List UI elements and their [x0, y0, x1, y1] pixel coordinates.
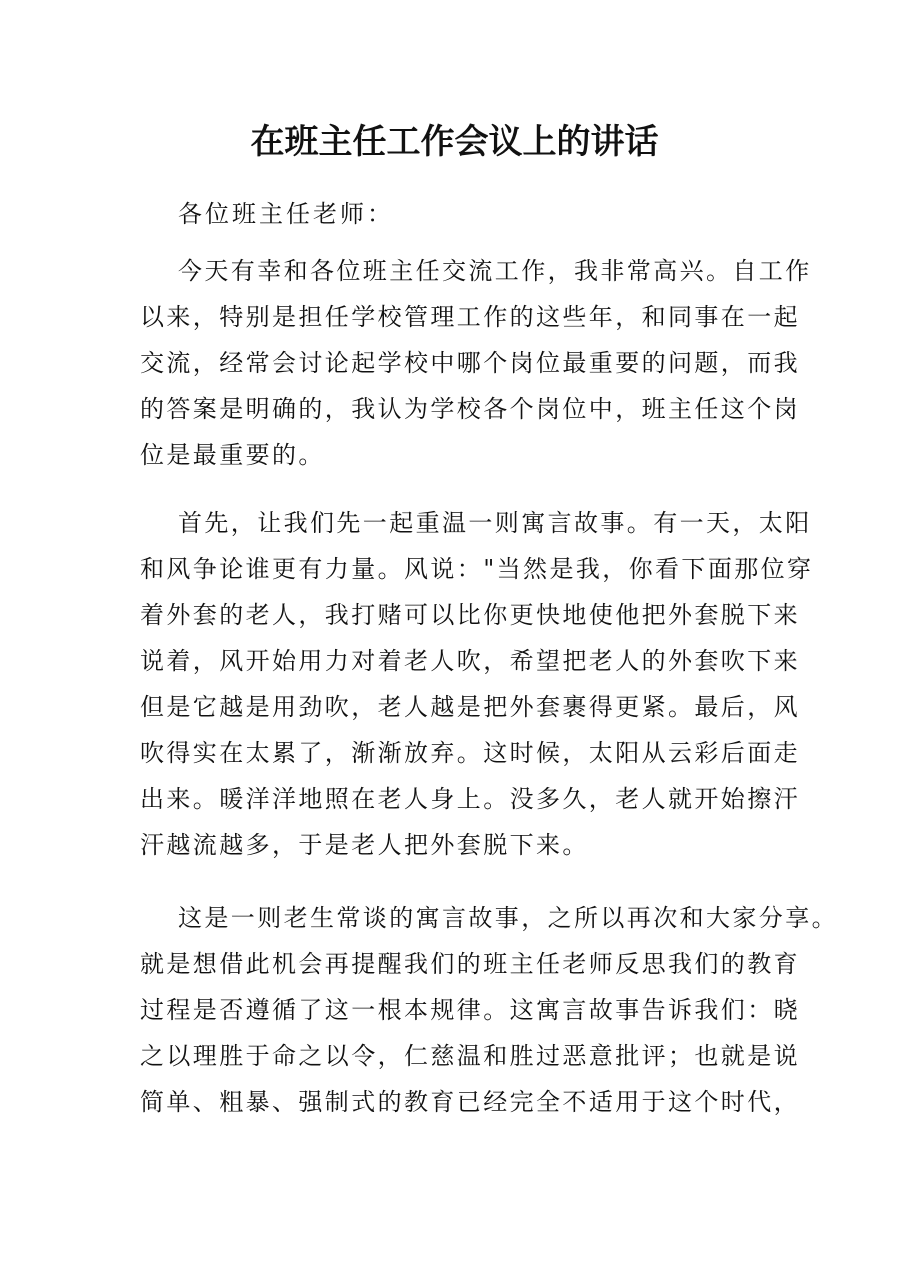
- paragraph-line: 说着，风开始用力对着老人吹，希望把老人的外套吹下来: [140, 647, 800, 675]
- paragraph-2: [140, 500, 814, 868]
- paragraph-line: 吹得实在太累了，渐渐放弃。这时候，太阳从云彩后面走: [140, 739, 800, 767]
- paragraph-line: 交流，经常会讨论起学校中哪个岗位最重要的问题，而我: [140, 349, 800, 377]
- paragraph-line: 的答案是明确的，我认为学校各个岗位中，班主任这个岗: [140, 395, 800, 423]
- salutation: 各位班主任老师：: [178, 200, 394, 228]
- paragraph-line: 过程是否遵循了这一根本规律。这寓言故事告诉我们：晓: [140, 996, 800, 1024]
- paragraph-line: 今天有幸和各位班主任交流工作，我非常高兴。自工作: [178, 257, 812, 285]
- paragraph-line: 简单、粗暴、强制式的教育已经完全不适用于这个时代，: [140, 1088, 800, 1116]
- paragraph-line: 之以理胜于命之以令，仁慈温和胜过恶意批评；也就是说: [140, 1042, 800, 1070]
- paragraph-line: 和风争论谁更有力量。风说："当然是我，你看下面那位穿: [140, 555, 814, 583]
- paragraph-3: [140, 895, 838, 1125]
- paragraph-line: 着外套的老人，我打赌可以比你更快地使他把外套脱下来: [140, 601, 800, 629]
- paragraph-line: 就是想借此机会再提醒我们的班主任老师反思我们的教育: [140, 950, 800, 978]
- paragraph-line: 这是一则老生常谈的寓言故事，之所以再次和大家分享。: [178, 904, 838, 932]
- paragraph-line: 但是它越是用劲吹，老人越是把外套裹得更紧。最后，风: [140, 693, 800, 721]
- paragraph-line: 以来，特别是担任学校管理工作的这些年，和同事在一起: [140, 303, 800, 331]
- paragraph-line: 位是最重要的。: [140, 441, 325, 469]
- paragraph-line: 汗越流越多，于是老人把外套脱下来。: [140, 831, 589, 859]
- paragraph-line: 首先，让我们先一起重温一则寓言故事。有一天，太阳: [178, 509, 812, 537]
- paragraph-1: [140, 248, 812, 478]
- paragraph-line: 出来。暖洋洋地照在老人身上。没多久，老人就开始擦汗: [140, 785, 800, 813]
- document-title: 在班主任工作会议上的讲话: [250, 122, 659, 162]
